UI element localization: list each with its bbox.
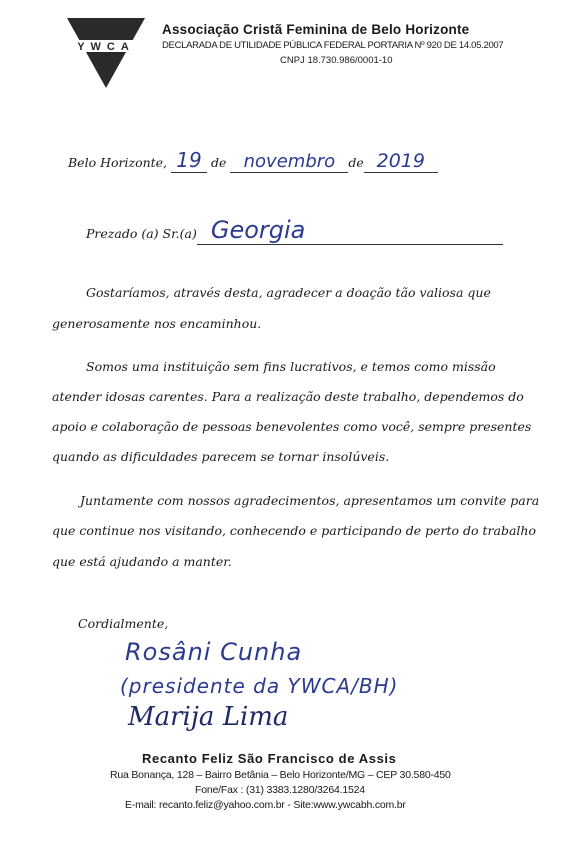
footer-contact: E-mail: recanto.feliz@yahoo.com.br - Site:www.ywcabh.com.br (125, 799, 406, 811)
year-value: 2019 (376, 150, 425, 172)
year-field (364, 150, 438, 173)
salutation-line (86, 216, 503, 245)
city-label: Belo Horizonte, (68, 155, 168, 170)
paragraph-2-line-3: apoio e colaboração de pessoas benevolentes como você, sempre presentes (52, 419, 532, 434)
signature-role: (presidente da YWCA/BH) (120, 674, 399, 698)
paragraph-3-line-1: Juntamente com nossos agradecimentos, apresentamos um convite para (80, 493, 540, 508)
recipient-field (197, 216, 503, 245)
recipient-value: Georgia (210, 216, 306, 244)
logo-text: YWCA (77, 41, 135, 53)
declaration-line: DECLARADA DE UTILIDADE PÚBLICA FEDERAL PORTARIA Nº 920 DE 14.05.2007 (162, 40, 504, 51)
signature-name: Rosâni Cunha (125, 638, 303, 666)
day-value: 19 (176, 148, 202, 172)
ywca-logo (67, 18, 145, 88)
day-field (171, 148, 207, 173)
paragraph-3-line-2: que continue nos visitando, conhecendo e participando de perto do trabalho (52, 523, 536, 538)
footer-phone: Fone/Fax : (31) 3383.1280/3264.1524 (195, 784, 365, 796)
triangle-logo-icon (67, 18, 145, 88)
closing: Cordialmente, (78, 616, 169, 631)
paragraph-3-line-3: que está ajudando a manter. (52, 554, 232, 569)
date-line (68, 148, 438, 173)
month-field (230, 151, 348, 173)
signature-2: Marija Lima (128, 702, 289, 732)
org-name: Associação Cristã Feminina de Belo Horizonte (162, 22, 470, 37)
footer-address: Rua Bonança, 128 – Bairro Betânia – Belo Horizonte/MG – CEP 30.580-450 (110, 769, 451, 781)
month-value: novembro (243, 151, 336, 172)
salutation-label: Prezado (a) Sr.(a) (86, 226, 197, 241)
cnpj-line: CNPJ 18.730.986/0001-10 (280, 55, 393, 66)
footer-name: Recanto Feliz São Francisco de Assis (142, 751, 397, 766)
paragraph-1-line-1: Gostaríamos, através desta, agradecer a doação tão valiosa que (86, 285, 491, 300)
de-label-1: de (211, 155, 227, 170)
paragraph-1-line-2: generosamente nos encaminhou. (52, 316, 262, 331)
paragraph-2-line-2: atender idosas carentes. Para a realização deste trabalho, dependemos do (52, 389, 524, 404)
paragraph-2-line-1: Somos uma instituição sem fins lucrativos, e temos como missão (86, 359, 496, 374)
de-label-2: de (348, 155, 364, 170)
paragraph-2-line-4: quando as dificuldades parecem se tornar insolúveis. (52, 449, 390, 464)
